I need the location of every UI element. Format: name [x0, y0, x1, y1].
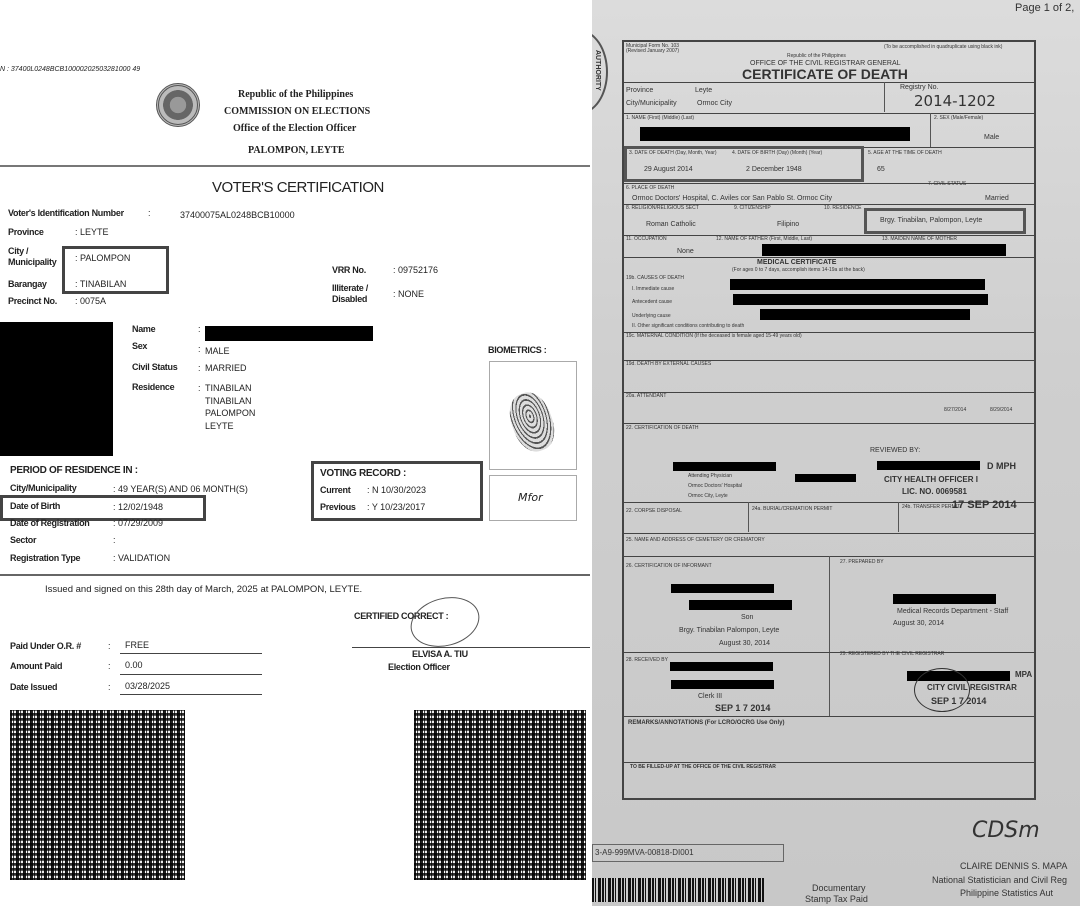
document-code: 3-A9-999MVA-00818-DI001 — [595, 848, 694, 857]
amount-colon: : — [108, 661, 111, 671]
amount-underline — [120, 674, 262, 675]
rule — [930, 113, 931, 147]
fingerprint-box — [489, 361, 577, 470]
province-label: Province — [8, 227, 44, 237]
place-value: Ormoc Doctors' Hospital, C. Aviles cor San Pablo St. Ormoc City — [632, 195, 832, 202]
informant-address: Brgy. Tinabilan Palompon, Leyte — [679, 627, 780, 634]
citizenship-value: Filipino — [777, 221, 800, 228]
cause-item: I. Immediate cause — [632, 286, 675, 292]
redacted-informant — [671, 584, 774, 593]
province-label: Province — [626, 87, 654, 94]
illiterate-label: Illiterate / Disabled — [332, 283, 368, 304]
qr-code-left — [10, 710, 185, 880]
highlight-box-city — [62, 246, 169, 294]
rule — [622, 183, 1036, 184]
corpse-label: 22. CORPSE DISPOSAL — [626, 508, 682, 514]
age-label: 5. AGE AT THE TIME OF DEATH — [868, 150, 942, 156]
current-value: : N 10/30/2023 — [367, 485, 427, 495]
external-label: 19d. DEATH BY EXTERNAL CAUSES — [626, 361, 712, 367]
burial-label: 24a. BURIAL/CREMATION PERMIT — [752, 506, 833, 512]
sex-value: MALE — [205, 346, 230, 356]
rule — [829, 556, 830, 716]
reviewer-suffix: D MPH — [987, 461, 1016, 471]
civil-colon: : — [198, 363, 201, 373]
qr-code-right — [414, 710, 586, 880]
redacted-signature — [673, 462, 776, 471]
registry-value: 2014-1202 — [914, 92, 996, 110]
civil-status-label: Civil Status — [132, 362, 178, 372]
signer-title-line2: Philippine Statistics Aut — [960, 888, 1054, 898]
residence-label: 10. RESIDENCE — [824, 205, 862, 211]
stamp-tax-line1: Documentary — [812, 883, 866, 893]
physician-address: Ormoc City, Leyte — [688, 493, 728, 499]
religion-label: 8. RELIGION/RELIGIOUS SECT — [626, 205, 699, 211]
signer-signature: CDSm — [972, 818, 1040, 843]
transfer-label: 24b. TRANSFER PERMIT — [902, 504, 961, 510]
certified-label: CERTIFIED CORRECT : — [354, 611, 449, 621]
date-issued-value: 03/28/2025 — [125, 681, 171, 691]
seal-text: AUTHORITY — [594, 50, 601, 91]
physician-org: Ormoc Doctors' Hospital — [688, 483, 743, 489]
redacted-parents — [762, 244, 1006, 256]
medical-title: MEDICAL CERTIFICATE — [757, 259, 837, 266]
precinct-label: Precinct No. — [8, 296, 57, 306]
residence-value: Brgy. Tinabilan, Palompon, Leyte — [880, 217, 983, 224]
control-number: N : 37400L0248BCB10000202503281000 49 — [0, 66, 141, 73]
dor-label: Date of Registration — [10, 518, 90, 528]
prepared-date: August 30, 2014 — [893, 620, 944, 627]
signer-title-line1: National Statistician and Civil Reg — [932, 875, 1068, 885]
fingerprint-icon — [503, 387, 561, 457]
dob-label: Date of Birth — [10, 501, 61, 511]
redacted-informant — [689, 600, 792, 610]
amount-value: 0.00 — [125, 660, 143, 670]
issued-text: Issued and signed on this 28th day of March, 2025 at PALOMPON, LEYTE. — [45, 584, 363, 595]
or-underline — [120, 653, 262, 654]
vrr-value: : 09752176 — [393, 265, 439, 275]
health-officer-title: CITY HEALTH OFFICER I — [884, 475, 978, 484]
vin-label: Voter's Identification Number — [8, 208, 124, 218]
comelec-seal-icon — [156, 83, 200, 127]
prepared-title: Medical Records Department - Staff — [897, 608, 1009, 615]
officer-name: ELVISA A. TIU — [412, 649, 468, 659]
informant-relation: Son — [741, 614, 754, 621]
or-colon: : — [108, 641, 111, 651]
causes-label: 19b. CAUSES OF DEATH — [626, 275, 684, 281]
page-indicator: Page 1 of 2, — [1015, 2, 1075, 14]
city-label: City/Municipality — [626, 100, 677, 107]
cause-item: II. Other significant conditions contributing to death — [632, 323, 745, 329]
sector-label: Sector — [10, 535, 37, 545]
father-label: 12. NAME OF FATHER (First, Middle, Last) — [716, 236, 813, 242]
redacted-preparer — [893, 594, 996, 604]
maternal-label: 19c. MATERNAL CONDITION (If the deceased is female aged 15-49 years old) — [626, 333, 802, 339]
name-label: Name — [132, 324, 156, 334]
received-title: Clerk III — [698, 693, 723, 700]
republic-text: Republic of the Philippines — [787, 53, 846, 59]
residence-line: TINABILAN — [205, 383, 252, 393]
rule — [748, 502, 749, 532]
certificate-title: CERTIFICATE OF DEATH — [742, 66, 908, 82]
attendant-label: 20a. ATTENDANT — [626, 393, 667, 399]
header-location: PALOMPON, LEYTE — [248, 145, 345, 156]
province-value: Leyte — [695, 87, 713, 94]
date-issued-label: Date Issued — [10, 682, 58, 692]
instructions: (To be accomplished in quadruplicate using black ink) — [884, 44, 1003, 50]
current-label: Current — [320, 485, 351, 495]
document-code-box — [592, 844, 784, 862]
amount-label: Amount Paid — [10, 661, 63, 671]
redacted-name — [205, 326, 373, 341]
redacted-receiver — [670, 662, 773, 671]
residence-label: Residence — [132, 382, 175, 392]
vrr-label: VRR No. — [332, 265, 366, 275]
dor-value: : 07/29/2009 — [113, 518, 164, 528]
biometrics-label: BIOMETRICS : — [488, 345, 547, 355]
form-number: Municipal Form No. 103 (Revised January 2007) — [626, 43, 680, 54]
cemetery-label: 25. NAME AND ADDRESS OF CEMETERY OR CREMATORY — [626, 537, 765, 543]
redacted-reviewer — [877, 461, 980, 470]
received-date: SEP 1 7 2014 — [715, 703, 771, 713]
rule — [898, 502, 899, 532]
redacted-cause — [733, 294, 988, 305]
dob-value: 2 December 1948 — [746, 166, 802, 173]
residence-colon: : — [198, 383, 201, 393]
signature-line — [352, 647, 590, 648]
registrar-title: CITY CIVIL REGISTRAR — [927, 683, 1017, 692]
barangay-label: Barangay — [8, 279, 47, 289]
date-issued-colon: : — [108, 682, 111, 692]
attendant-from: 8/27/2014 — [944, 407, 967, 413]
header-divider — [0, 165, 590, 167]
sex-colon: : — [198, 344, 201, 354]
barcode — [592, 878, 764, 902]
barangay-value: : TINABILAN — [75, 279, 127, 289]
rule — [622, 533, 1036, 534]
dob-value: : 12/02/1948 — [113, 502, 164, 512]
fill-label: TO BE FILLED-UP AT THE OFFICE OF THE CIVIL REGISTRAR — [630, 764, 776, 770]
cause-item: Underlying cause — [632, 313, 671, 319]
registered-date: SEP 1 7 2014 — [931, 696, 987, 706]
period-city-label: City/Municipality — [10, 483, 77, 493]
redacted-photo — [0, 322, 113, 456]
voting-record-label: VOTING RECORD : — [320, 468, 407, 479]
period-city-value: : 49 YEAR(S) AND 06 MONTH(S) — [113, 484, 248, 494]
officer-title: Election Officer — [388, 662, 450, 672]
rule — [622, 716, 1036, 717]
sex-value: Male — [984, 134, 1000, 141]
registered-label: 29. REGISTERED BY THE CIVIL REGISTRAR — [840, 651, 945, 657]
occupation-label: 11. OCCUPATION — [626, 236, 667, 242]
residence-line: PALOMPON — [205, 408, 256, 418]
name-colon: : — [198, 324, 201, 334]
dod-value: 29 August 2014 — [644, 166, 693, 173]
mother-label: 13. MAIDEN NAME OF MOTHER — [882, 236, 958, 242]
prepared-label: 27. PREPARED BY — [840, 559, 884, 565]
cert-death-label: 22. CERTIFICATION OF DEATH — [626, 425, 699, 431]
rule — [622, 82, 1036, 83]
rule — [622, 762, 1036, 763]
dob-label: 4. DATE OF BIRTH (Day) (Month) (Year) — [732, 150, 823, 156]
office-text: OFFICE OF THE CIVIL REGISTRAR GENERAL — [750, 60, 901, 67]
citizenship-label: 9. CITIZENSHIP — [734, 205, 771, 211]
medical-subtitle: (For ages 0 to 7 days, accomplish items 14-19a at the back) — [732, 267, 865, 273]
residence-line: TINABILAN — [205, 396, 252, 406]
period-label: PERIOD OF RESIDENCE IN : — [10, 465, 138, 476]
rule — [622, 257, 1036, 258]
illiterate-value: : NONE — [393, 289, 425, 299]
city-value: : PALOMPON — [75, 253, 131, 263]
stamp-tax-line2: Stamp Tax Paid — [805, 894, 868, 904]
precinct-value: : 0075A — [75, 296, 107, 306]
registrar-suffix: MPA — [1015, 670, 1033, 679]
sex-label: Sex — [132, 341, 148, 351]
date-issued-underline — [120, 694, 262, 695]
stamp-date: 17 SEP 2014 — [952, 499, 1017, 511]
redacted-cause — [730, 279, 985, 290]
voter-signature: Mfor — [518, 491, 543, 504]
occupation-value: None — [677, 248, 694, 255]
place-label: 6. PLACE OF DEATH — [626, 185, 675, 191]
signer-name: CLAIRE DENNIS S. MAPA — [960, 861, 1068, 871]
vin-colon: : — [148, 208, 151, 218]
rule — [622, 423, 1036, 424]
redacted-cause — [760, 309, 970, 320]
officer-signature — [405, 590, 485, 654]
or-label: Paid Under O.R. # — [10, 641, 81, 651]
redacted-receiver — [671, 680, 774, 689]
registry-label: Registry No. — [900, 84, 939, 91]
rule — [622, 652, 1036, 653]
death-certificate-document — [592, 0, 1080, 906]
header-republic: Republic of the Philippines — [238, 89, 354, 100]
sector-value: : — [113, 535, 116, 545]
header-office: Office of the Election Officer — [233, 123, 357, 134]
civil-label: 7. CIVIL STATUS — [928, 181, 967, 187]
informant-label: 26. CERTIFICATION OF INFORMANT — [626, 563, 712, 569]
remarks-label: REMARKS/ANNOTATIONS (For LCRO/OCRG Use Only) — [628, 720, 785, 726]
license-number: LIC. NO. 0069581 — [902, 487, 967, 496]
civil-status-value: MARRIED — [205, 363, 247, 373]
religion-value: Roman Catholic — [646, 221, 696, 228]
cause-item: Antecedent cause — [632, 299, 673, 305]
province-value: : LEYTE — [75, 227, 109, 237]
section-divider — [0, 574, 590, 576]
signature-box — [489, 475, 577, 521]
rule — [884, 82, 885, 112]
informant-date: August 30, 2014 — [719, 640, 770, 647]
registrar-signature — [914, 668, 970, 712]
attendant-to: 8/29/2014 — [990, 407, 1013, 413]
residence-line: LEYTE — [205, 421, 234, 431]
physician-title: Attending Physician — [688, 473, 732, 479]
name-label: 1. NAME (First) (Middle) (Last) — [626, 115, 695, 121]
redacted-name — [640, 127, 910, 141]
reviewed-by: REVIEWED BY: — [870, 447, 921, 454]
dod-label: 3. DATE OF DEATH (Day, Month, Year) — [629, 150, 717, 156]
rule — [622, 113, 1036, 114]
header-comelec: COMMISSION ON ELECTIONS — [224, 106, 371, 117]
document-title: VOTER'S CERTIFICATION — [212, 179, 384, 196]
rule — [622, 235, 1036, 236]
regtype-value: : VALIDATION — [113, 553, 171, 563]
received-label: 28. RECEIVED BY — [626, 657, 668, 663]
or-value: FREE — [125, 640, 150, 650]
civil-value: Married — [985, 195, 1009, 202]
previous-label: Previous — [320, 502, 356, 512]
vin-value: 37400075AL0248BCB10000 — [180, 210, 295, 220]
city-value: Ormoc City — [697, 100, 732, 107]
city-label: City / Municipality — [8, 246, 57, 267]
previous-value: : Y 10/23/2017 — [367, 502, 426, 512]
rule — [622, 392, 1036, 393]
sex-label: 2. SEX (Male/Female) — [934, 115, 984, 121]
regtype-label: Registration Type — [10, 553, 81, 563]
age-value: 65 — [877, 166, 885, 173]
redacted-signature — [795, 474, 856, 482]
